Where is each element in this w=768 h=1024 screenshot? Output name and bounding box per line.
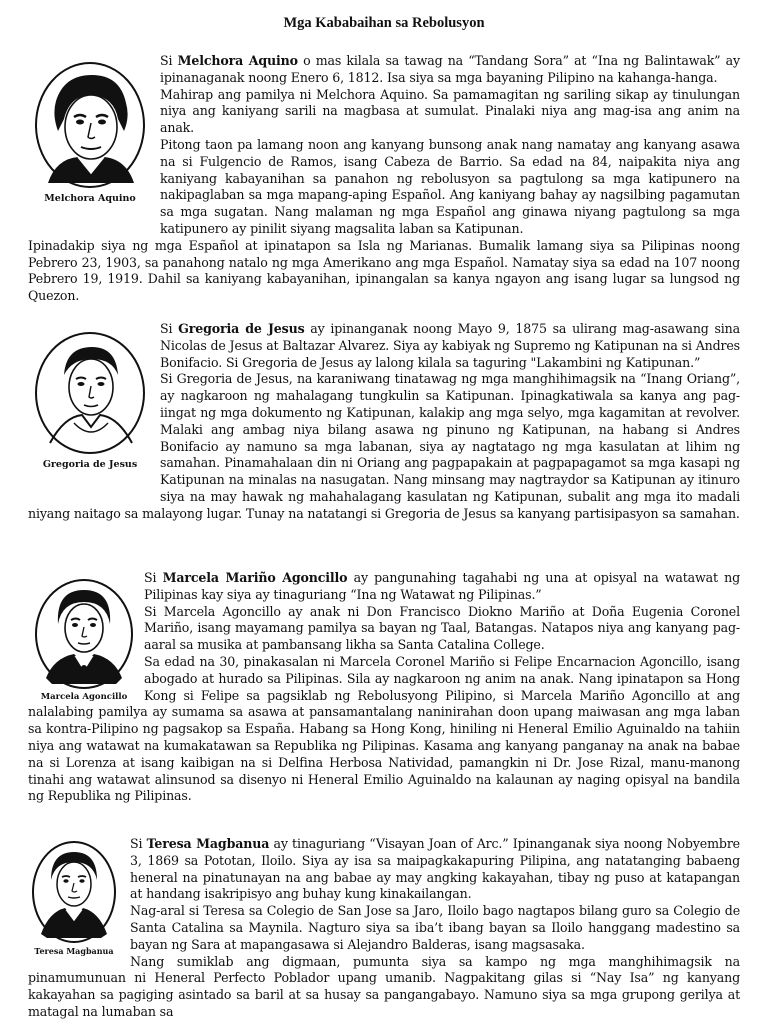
portrait-caption: Marcela Agoncillo: [40, 692, 128, 702]
paragraph: Si Marcela Agoncillo ay anak ni Don Francisco Diokno Mariño at Doña Eugenia Coronel Mariño, isang mayamang pamilya sa bayan ng Taal, Batangas. Natapos niya ang kanyang pag-aaral sa musika at pambansang likha sa Santa Catalina College.: [144, 603, 740, 653]
section-melchora-aquino: [28, 53, 740, 305]
lead-rest: ay pangunahing tagahabi ng una at opisyal na watawat ng Pilipinas kay siya ay tinaguriang “Ina ng Watawat ng Pilipinas.”: [144, 570, 740, 602]
paragraph: Ipinadakip siya ng mga Español at ipinatapon sa Isla ng Marianas. Bumalik lamang siya sa Pilipinas noong Pebrero 23, 1903, sa panahong natalo ng mga Amerikano ang mga Español. Namatay siya sa edad na 107 noong Pebrero 19, 1919. Dahil sa kaniyang kabayanihan, ipinangalan sa kanya ngayon ang isang lugar sa lungsod ng Quezon.: [28, 237, 740, 304]
portrait-teresa-magbanua: [31, 840, 117, 944]
portrait-melchora-aquino: [34, 61, 146, 191]
paragraph: Mahirap ang pamilya ni Melchora Aquino. Sa pamamagitan ng sariling sikap ay tinulungan niya ang kaniyang sarili na magbasa at sumulat. Pinalaki niya ang mag-isa ang anim na anak.: [160, 86, 740, 136]
paragraph: Pitong taon pa lamang noon ang kanyang bunsong anak nang namatay ang kanyang asawa na si Fulgencio de Ramos, isang Cabeza de Barrio. Sa edad na 84, naipakita niya ang kaniyang kabayanihan sa panahon ng rebolusyon sa pagtulong sa mga katipunero na nakipaglaban sa mga mapang-aping Español. Ang kaniyang bahay ay nagsilbing pagamutan sa mga sugatan. Nang malaman ng mga Español ang ginawa niyang pagtulong sa mga katipunero ay pinilit siyang magsalita laban sa Katipunan.: [160, 136, 740, 236]
portrait-gregoria-de-jesus: [34, 331, 146, 457]
lead-rest: ay ipinanganak noong Mayo 9, 1875 sa ulirang mag-asawang sina Nicolas de Jesus at Baltazar Alvarez. Siya ay kabiyak ng Supremo ng Katipunan na si Andres Bonifacio. Si Gregoria de Jesus ay lalong kilala sa taguring "Lakambini ng Katipunan.”: [160, 321, 740, 370]
figure-teresa-magbanua: [28, 840, 120, 956]
section-marcela-agoncillo: [28, 570, 740, 805]
lead-rest: o mas kilala sa tawag na “Tandang Sora” at “Ina ng Balintawak” ay ipinanaganak noong Enero 6, 1812. Isa siya sa mga bayaning Pilipino na kahanga-hanga.: [160, 53, 740, 85]
paragraph: Nang sumiklab ang digmaan, pumunta siya sa kampo ng mga manghihimagsik na pinamumunuan ni Heneral Perfecto Poblador upang umanib. Nagpakitang gilas si “Nay Isa” ng kanyang kakayahan sa pagiging asintado sa baril at sa husay sa pangangabayo. Namuno siya sa mga grupong gerilya at matagal na lumaban sa: [28, 953, 740, 1019]
figure-gregoria-de-jesus: [28, 331, 152, 470]
paragraph: Nag-aral si Teresa sa Colegio de San Jose sa Jaro, Iloilo bago nagtapos bilang guro sa Colegio de Santa Catalina sa Maynila. Nagturo siya sa iba’t ibang bayan sa Iloilo hanggang madestino sa bayan ng Sara at mapangasawa si Alejandro Balderas, isang magsasaka.: [130, 903, 740, 952]
lead-prefix: Si: [144, 570, 163, 585]
portrait-caption: Teresa Magbanua: [34, 946, 114, 956]
figure-melchora-aquino: [28, 61, 152, 204]
portrait-caption: Melchora Aquino: [44, 193, 136, 204]
lead-prefix: Si: [160, 53, 178, 68]
page-title: Mga Kababaihan sa Rebolusyon: [283, 15, 485, 31]
lead-prefix: Si: [160, 321, 179, 336]
section-teresa-magbanua: [28, 836, 740, 1021]
paragraph: Sa edad na 30, pinakasalan ni Marcela Coronel Mariño si Felipe Encarnacion Agoncillo, isang abogado at hurado sa Pilipinas. Sila ay nagkaroon ng anim na anak. Nang ipinatapon sa Hong Kong si Felipe sa pagsiklab ng Rebolusyong Pilipino, si Marcela Mariño Agoncillo at ang nalalabing pamilya ay sumama sa asawa at pansamantalang naninirahan doon upang maiwasan ang mga laban sa kontra-Pilipino ng pagsakop sa España. Habang sa Hong Kong, hiniling ni Heneral Emilio Aguinaldo na tahiin niya ang watawat na kumakatawan sa Republika ng Pilipinas. Kasama ang kanyang panganay na anak na babae na si Lorenza at isang kaibigan na si Delfina Herbosa Natividad, pamangkin ni Dr. Jose Rizal, manu-manong tinahi ang watawat alinsunod sa disenyo ni Heneral Emilio Aguinaldo na kalaunan ay naging opisyal na bandila ng Republika ng Pilipinas.: [28, 653, 740, 804]
portrait-caption: Gregoria de Jesus: [42, 459, 138, 470]
paragraph: Si Gregoria de Jesus, na karaniwang tinatawag ng mga manghihimagsik na “Inang Oriang”, ay nagkaroon ng mahalagang tungkulin sa Katipunan. Ipinagkatiwala sa kanya ang pag-iingat ng mga dokumento ng Katipunan, kalakip ang mga selyo, mga kagamitan at revolver. Malaki ang ambag niya bilang asawa ng pinuno ng Katipunan, na habang si Andres Bonifacio ay namuno sa mga labanan, siya ay nagtatago ng mga kasulatan at lihim ng samahan. Pinamahalaan din ni Oriang ang pagpapakain at pagpapagamot sa mga kasapi ng Katipunan na minalas na nasugatan. Nang minsang may nagtraydor sa Katipunan ay itinuro siya na may hawak ng mahahalagang kasulatan ng Katipunan, subalit ang mga ito madali niyang naitago sa malayong lugar. Tunay na natatangi si Gregoria de Jesus sa kanyang partisipasyon sa samahan.: [28, 371, 740, 521]
section-text: [28, 836, 740, 1021]
person-name: Gregoria de Jesus: [178, 321, 305, 336]
portrait-marcela-agoncillo: [34, 578, 134, 690]
lead-prefix: Si: [130, 836, 147, 851]
person-name: Melchora Aquino: [177, 53, 298, 68]
figure-marcela-agoncillo: [28, 578, 140, 702]
section-gregoria-de-jesus: [28, 321, 740, 523]
lead-rest: ay tinaguriang “Visayan Joan of Arc.” Ipinanganak siya noong Nobyembre 3, 1869 sa Pototan, Iloilo. Siya ay isa sa maipagkakapuring Pilipina, ang natatanging babaeng heneral na pinatunayan na ang babae ay may angking kakayahan, tibay ng puso at katapangan at handang isakripisyo ang buhay kung kinakailangan.: [130, 836, 740, 902]
person-name: Teresa Magbanua: [146, 836, 270, 851]
lead-paragraph: [28, 836, 740, 903]
person-name: Marcela Mariño Agoncillo: [162, 570, 348, 585]
